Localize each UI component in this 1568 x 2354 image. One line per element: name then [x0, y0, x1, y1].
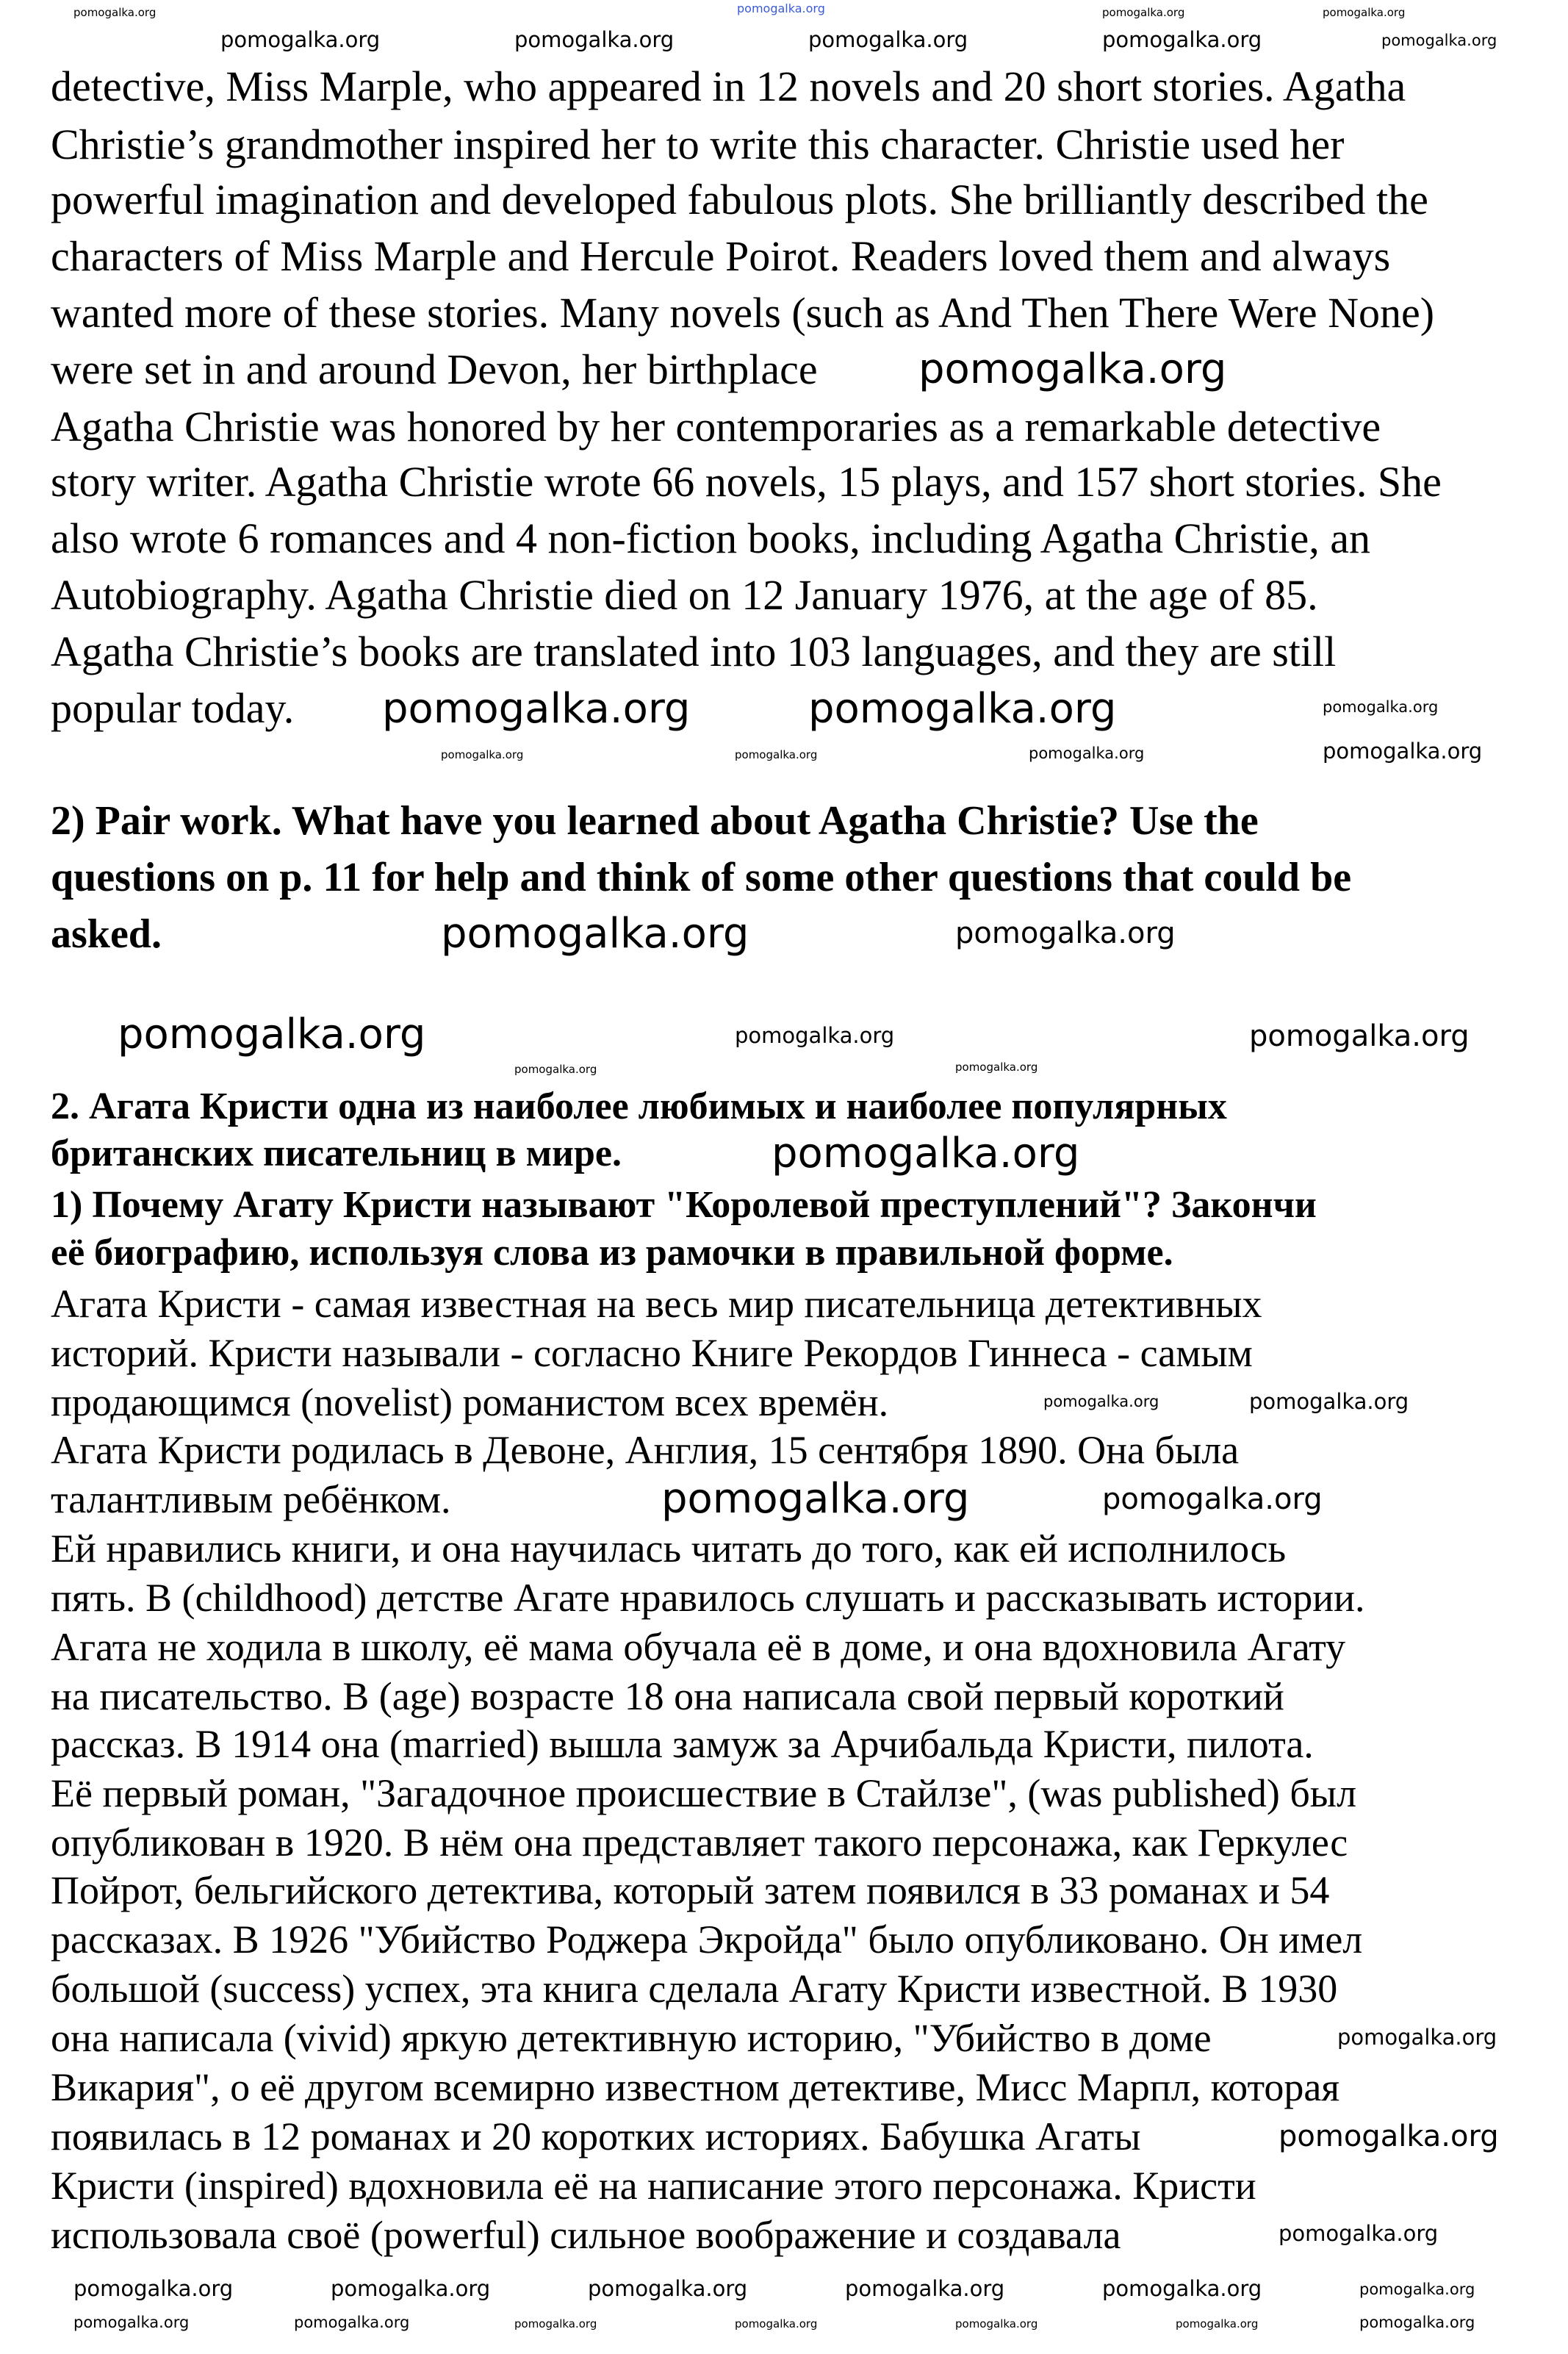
watermark: pomogalka.org — [588, 2276, 748, 2301]
text-line: появилась в 12 романах и 20 коротких историях. Бабушка Агаты — [51, 2114, 1141, 2159]
watermark: pomogalka.org — [735, 1023, 895, 1048]
text-line: Её первый роман, "Загадочное происшествие в Стайлзе", (was published) был — [51, 1771, 1357, 1815]
text-line: wanted more of these stories. Many novels (such as And Then There Were None) — [51, 289, 1435, 337]
watermark: pomogalka.org — [1323, 698, 1439, 716]
watermark: pomogalka.org — [441, 748, 524, 761]
text-line: на писательство. В (age) возрасте 18 она написала свой первый короткий — [51, 1674, 1284, 1718]
text-line: опубликован в 1920. В нём она представляет такого персонажа, как Геркулес — [51, 1820, 1348, 1865]
text-line: продающимся (novelist) романистом всех времён. — [51, 1380, 889, 1424]
watermark: pomogalka.org — [1323, 739, 1483, 764]
watermark: pomogalka.org — [661, 1475, 970, 1523]
heading-line: британских писательниц в мире. — [51, 1133, 622, 1174]
watermark: pomogalka.org — [735, 2317, 818, 2330]
watermark: pomogalka.org — [955, 916, 1176, 950]
text-line: Пойрот, бельгийского детектива, который затем появился в 33 романах и 54 — [51, 1868, 1330, 1912]
text-line: powerful imagination and developed fabulous plots. She brilliantly described the — [51, 176, 1428, 223]
task-line: questions on p. 11 for help and think of some other questions that could be — [51, 855, 1352, 900]
watermark: pomogalka.org — [1323, 6, 1406, 19]
text-line: Agatha Christie’s books are translated into 103 languages, and they are still — [51, 628, 1337, 675]
watermark: pomogalka.org — [1249, 1389, 1409, 1414]
watermark: pomogalka.org — [1381, 32, 1497, 49]
watermark: pomogalka.org — [514, 2317, 597, 2330]
text-line: талантливым ребёнком. — [51, 1477, 451, 1521]
watermark: pomogalka.org — [1029, 744, 1145, 762]
text-line: Агата не ходила в школу, её мама обучала её в доме, и она вдохновила Агату — [51, 1625, 1346, 1669]
watermark: pomogalka.org — [514, 1063, 597, 1076]
text-line: рассказах. В 1926 "Убийство Роджера Экройда" было опубликовано. Он имел — [51, 1917, 1363, 1962]
text-line: also wrote 6 romances and 4 non-fiction books, including Agatha Christie, an — [51, 514, 1371, 562]
watermark: pomogalka.org — [1176, 2317, 1259, 2330]
heading-line: 1) Почему Агату Кристи называют "Королевой преступлений"? Закончи — [51, 1184, 1317, 1226]
text-line: Викария", о её другом всемирно известном детективе, Мисс Марпл, которая — [51, 2065, 1340, 2109]
text-line: Агата Кристи родилась в Девоне, Англия, 15 сентября 1890. Она была — [51, 1428, 1240, 1472]
watermark: pomogalka.org — [1279, 2221, 1439, 2246]
watermark: pomogalka.org — [1102, 1482, 1323, 1516]
watermark: pomogalka.org — [73, 2276, 234, 2301]
text-line: использовала своё (powerful) сильное воображение и создавала — [51, 2213, 1121, 2257]
text-line: пять. В (childhood) детстве Агате нравилось слушать и рассказывать истории. — [51, 1576, 1365, 1620]
watermark: pomogalka.org — [1102, 6, 1185, 19]
text-line: detective, Miss Marple, who appeared in 12 novels and 20 short stories. Agatha — [51, 62, 1406, 110]
watermark: pomogalka.org — [1102, 2276, 1262, 2301]
text-line: Autobiography. Agatha Christie died on 12 January 1976, at the age of 85. — [51, 571, 1318, 619]
text-line: большой (success) успех, эта книга сделала Агату Кристи известной. В 1930 — [51, 1967, 1338, 2011]
watermark: pomogalka.org — [441, 910, 749, 958]
watermark: pomogalka.org — [1043, 1393, 1159, 1410]
watermark: pomogalka.org — [382, 685, 691, 733]
watermark: pomogalka.org — [73, 2314, 190, 2331]
watermark: pomogalka.org — [1249, 1019, 1470, 1053]
text-line: were set in and around Devon, her birthplace — [51, 345, 818, 393]
task-line: 2) Pair work. What have you learned about Agatha Christie? Use the — [51, 798, 1259, 844]
watermark: pomogalka.org — [331, 2276, 491, 2301]
watermark: pomogalka.org — [73, 6, 157, 19]
watermark: pomogalka.org — [955, 1061, 1038, 1074]
text-line: рассказ. В 1914 она (married) вышла замуж за Арчибальда Кристи, пилота. — [51, 1722, 1314, 1766]
watermark: pomogalka.org — [1102, 27, 1262, 52]
watermark: pomogalka.org — [1337, 2025, 1497, 2050]
watermark: pomogalka.org — [1279, 2120, 1499, 2153]
text-line: Ей нравились книги, и она научилась читать до того, как ей исполнилось — [51, 1526, 1287, 1571]
text-line: Агата Кристи - самая известная на весь мир писательница детективных — [51, 1282, 1262, 1326]
text-line: popular today. — [51, 684, 295, 732]
watermark: pomogalka.org — [772, 1130, 1080, 1177]
task-line: asked. — [51, 911, 162, 957]
text-line: Agatha Christie was honored by her contemporaries as a remarkable detective — [51, 403, 1381, 451]
text-line: Кристи (inspired) вдохновила её на написание этого персонажа. Кристи — [51, 2164, 1256, 2208]
watermark: pomogalka.org — [955, 2317, 1038, 2330]
watermark: pomogalka.org — [918, 345, 1227, 393]
watermark: pomogalka.org — [294, 2314, 410, 2331]
text-line: characters of Miss Marple and Hercule Poirot. Readers loved them and always — [51, 232, 1391, 280]
text-line: историй. Кристи называли - согласно Книге Рекордов Гиннеса - самым — [51, 1331, 1253, 1375]
text-line: story writer. Agatha Christie wrote 66 novels, 15 plays, and 157 short stories. She — [51, 458, 1442, 506]
watermark: pomogalka.org — [1359, 2314, 1475, 2331]
watermark: pomogalka.org — [737, 1, 825, 15]
text-line: Christie’s grandmother inspired her to write this character. Christie used her — [51, 121, 1345, 168]
watermark: pomogalka.org — [808, 685, 1117, 733]
heading-line: её биографию, используя слова из рамочки в правильной форме. — [51, 1232, 1173, 1274]
text-line: она написала (vivid) яркую детективную историю, "Убийство в доме — [51, 2016, 1212, 2060]
watermark: pomogalka.org — [118, 1011, 426, 1058]
watermark: pomogalka.org — [808, 27, 968, 52]
watermark: pomogalka.org — [220, 27, 381, 52]
watermark: pomogalka.org — [845, 2276, 1005, 2301]
watermark: pomogalka.org — [514, 27, 675, 52]
heading-line: 2. Агата Кристи одна из наиболее любимых и наиболее популярных — [51, 1086, 1227, 1127]
watermark: pomogalka.org — [735, 748, 818, 761]
watermark: pomogalka.org — [1359, 2281, 1475, 2298]
